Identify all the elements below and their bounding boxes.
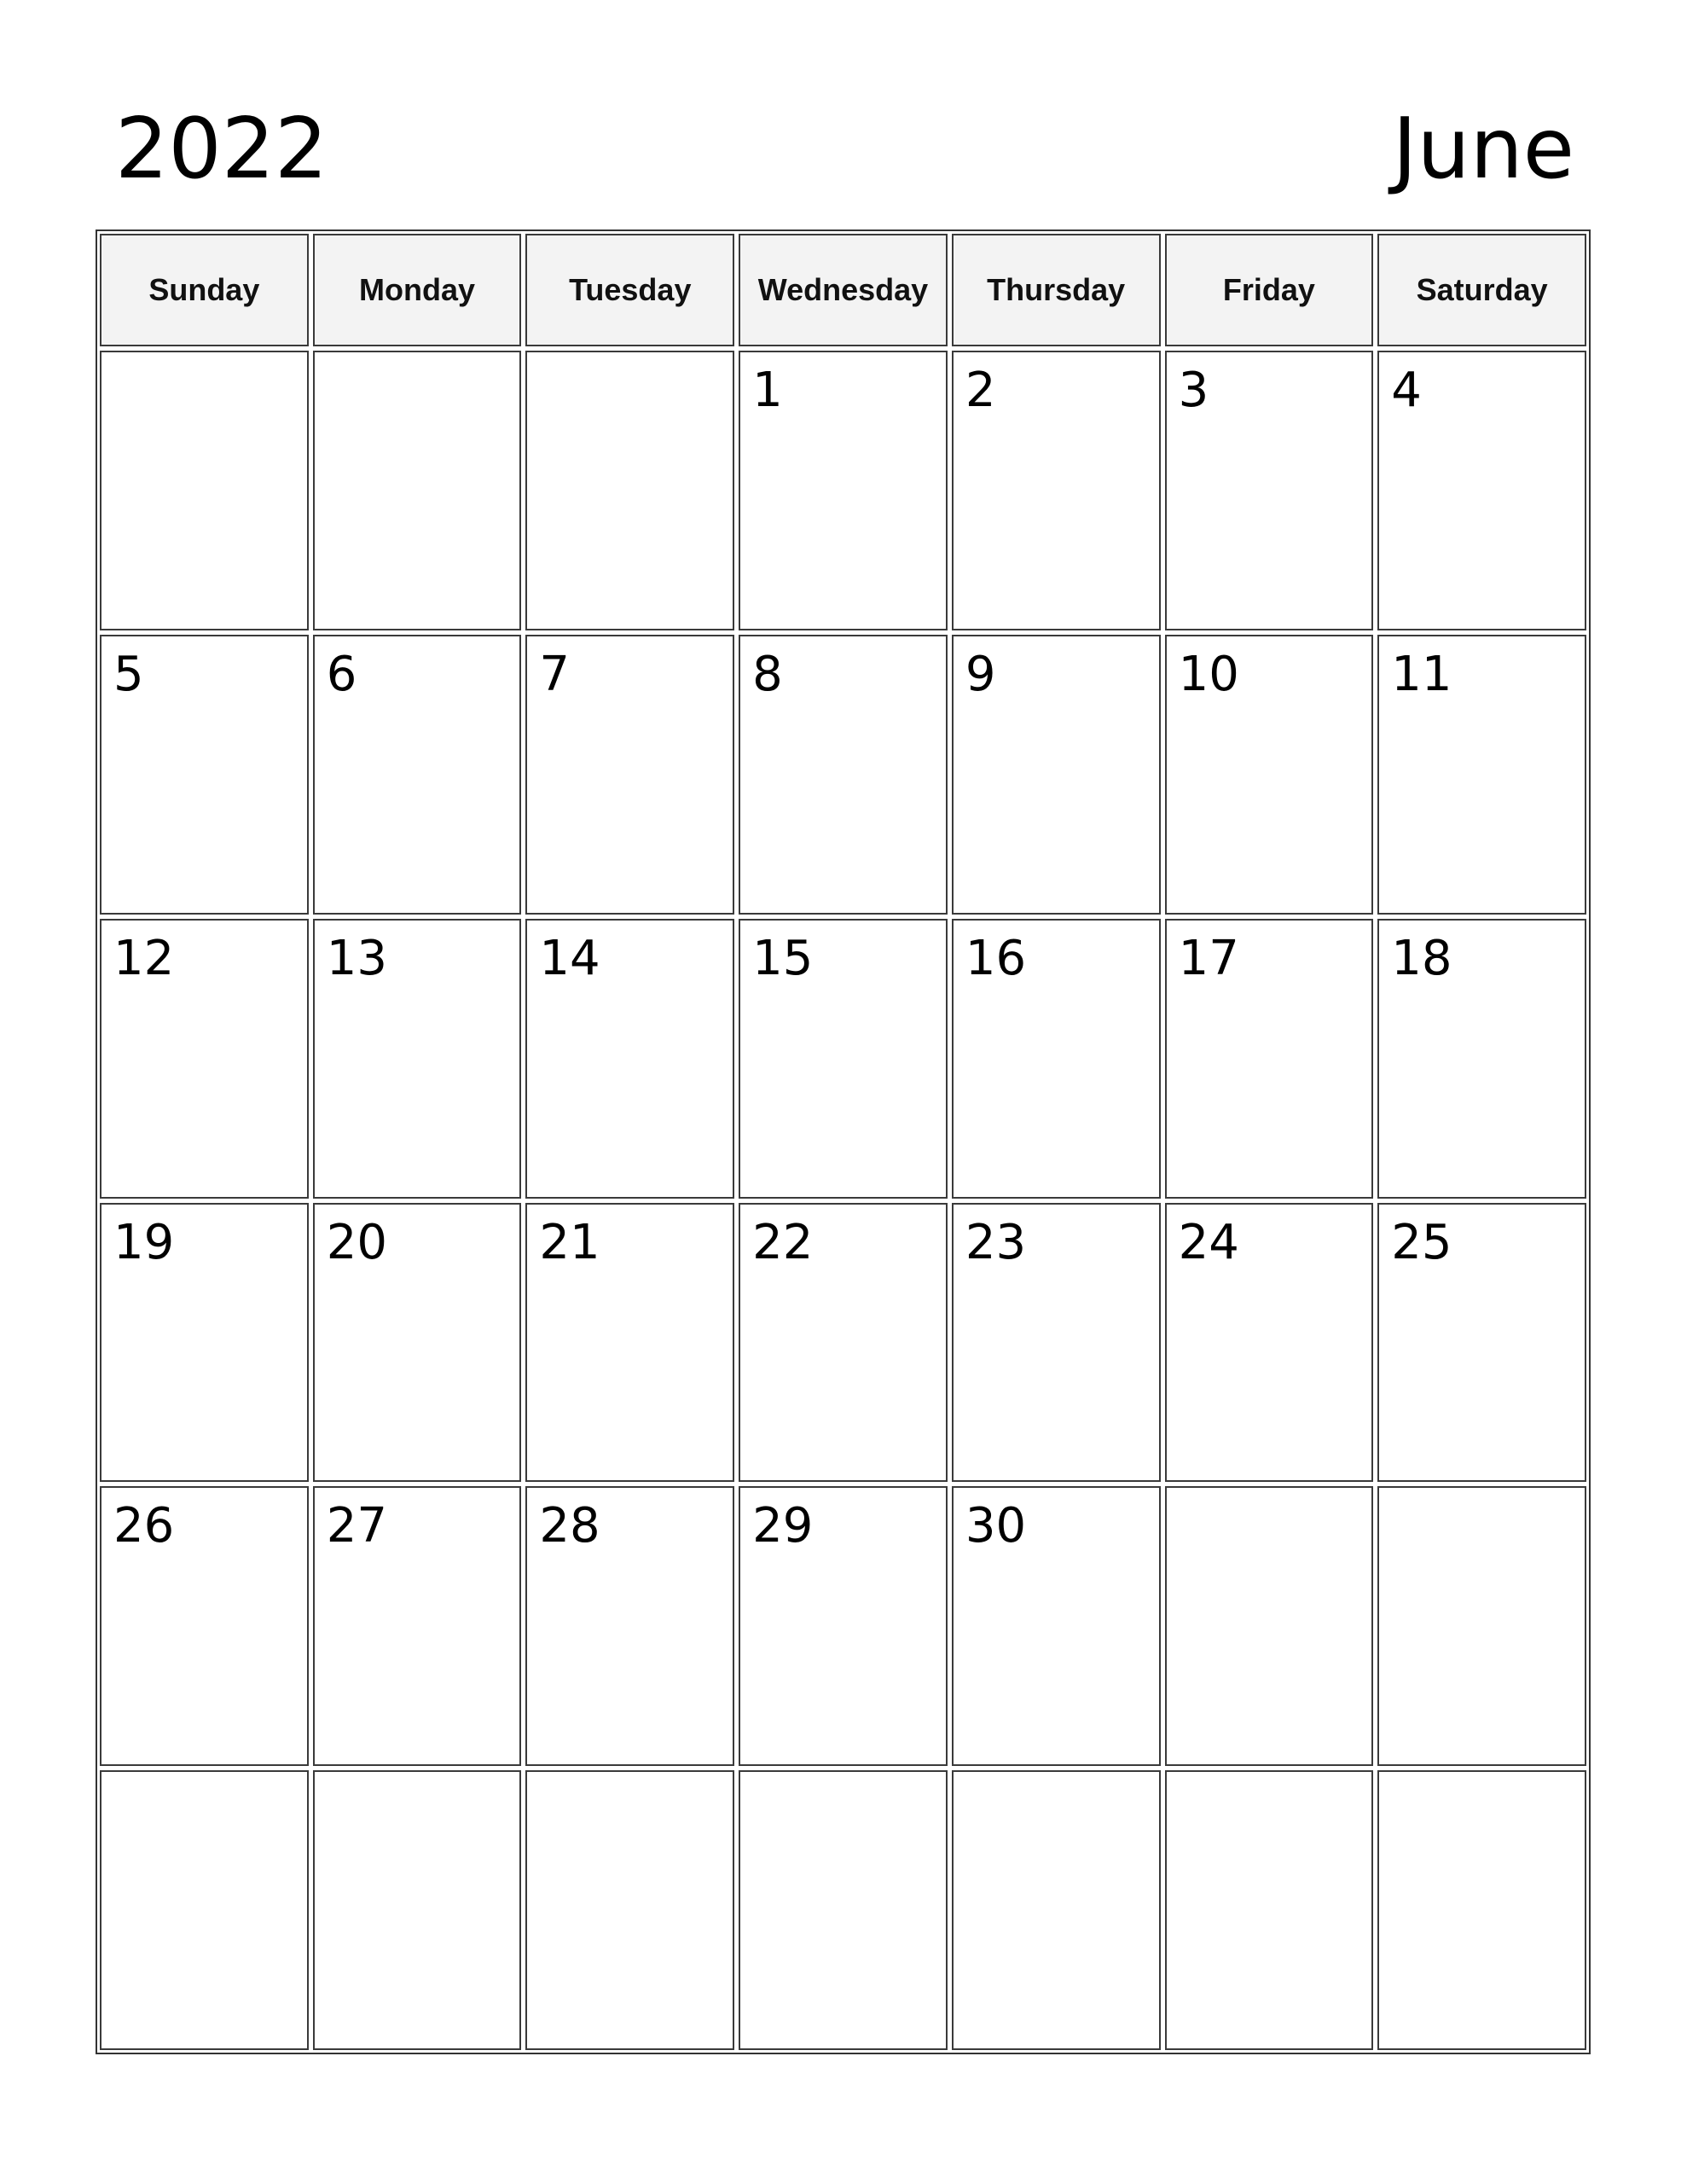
day-number: 12	[113, 930, 175, 986]
day-cell[interactable]	[100, 1770, 309, 2050]
weekday-label: Wednesday	[757, 272, 929, 307]
day-cell[interactable]	[1377, 1203, 1586, 1483]
day-cell[interactable]	[1165, 635, 1374, 915]
day-number: 11	[1391, 646, 1452, 702]
day-number: 14	[539, 930, 600, 986]
day-number: 28	[539, 1498, 600, 1554]
day-cell[interactable]	[952, 1203, 1161, 1483]
weekday-label: Monday	[359, 272, 476, 307]
day-number: 20	[326, 1214, 387, 1270]
day-number: 19	[113, 1214, 175, 1270]
day-number: 3	[1178, 363, 1209, 418]
day-cell[interactable]	[1165, 1203, 1374, 1483]
day-cell[interactable]	[525, 351, 734, 630]
weekday-header-saturday	[1377, 234, 1586, 346]
day-cell[interactable]	[952, 351, 1161, 630]
day-number: 13	[326, 930, 387, 986]
day-cell[interactable]	[739, 919, 948, 1199]
weekday-header-sunday	[100, 234, 309, 346]
day-cell[interactable]	[100, 1203, 309, 1483]
day-cell[interactable]	[525, 1203, 734, 1483]
day-number: 8	[752, 646, 783, 702]
weekday-header-thursday	[952, 234, 1161, 346]
day-cell[interactable]	[313, 635, 522, 915]
day-number: 27	[326, 1498, 387, 1554]
weekday-header-wednesday	[739, 234, 948, 346]
weekday-label: Sunday	[148, 272, 260, 307]
day-cell[interactable]	[525, 1486, 734, 1766]
day-cell[interactable]	[739, 1203, 948, 1483]
day-number: 4	[1391, 363, 1422, 418]
day-number: 18	[1391, 930, 1452, 986]
weekday-header-monday	[313, 234, 522, 346]
weekday-header-tuesday	[525, 234, 734, 346]
day-cell[interactable]	[1377, 351, 1586, 630]
day-cell[interactable]	[100, 919, 309, 1199]
day-cell[interactable]	[739, 1770, 948, 2050]
day-cell[interactable]	[952, 635, 1161, 915]
day-number: 25	[1391, 1214, 1452, 1270]
day-number: 24	[1178, 1214, 1239, 1270]
day-cell[interactable]	[952, 1486, 1161, 1766]
day-number: 9	[965, 646, 996, 702]
weekday-label: Thursday	[987, 272, 1126, 307]
day-number: 7	[539, 646, 571, 702]
day-cell[interactable]	[739, 351, 948, 630]
day-cell[interactable]	[952, 919, 1161, 1199]
day-cell[interactable]	[1377, 1770, 1586, 2050]
day-number: 23	[965, 1214, 1027, 1270]
day-cell[interactable]	[739, 635, 948, 915]
day-cell[interactable]	[313, 919, 522, 1199]
day-cell[interactable]	[313, 1486, 522, 1766]
day-cell[interactable]	[313, 1770, 522, 2050]
day-cell[interactable]	[1377, 919, 1586, 1199]
weekday-header-friday	[1165, 234, 1374, 346]
day-cell[interactable]	[1165, 1486, 1374, 1766]
day-number: 30	[965, 1498, 1027, 1554]
day-cell[interactable]	[313, 351, 522, 630]
day-number: 2	[965, 363, 996, 418]
day-cell[interactable]	[525, 635, 734, 915]
calendar-month: June	[1392, 101, 1574, 198]
day-number: 5	[113, 646, 144, 702]
weekday-label: Friday	[1222, 272, 1315, 307]
day-number: 1	[752, 363, 783, 418]
day-number: 26	[113, 1498, 175, 1554]
day-cell[interactable]	[100, 1486, 309, 1766]
day-cell[interactable]	[100, 635, 309, 915]
day-cell[interactable]	[1377, 635, 1586, 915]
day-cell[interactable]	[1377, 1486, 1586, 1766]
day-number: 6	[326, 646, 357, 702]
day-cell[interactable]	[1165, 919, 1374, 1199]
weekday-label: Tuesday	[569, 272, 692, 307]
day-cell[interactable]	[952, 1770, 1161, 2050]
day-cell[interactable]	[739, 1486, 948, 1766]
weekday-label: Saturday	[1416, 272, 1548, 307]
day-cell[interactable]	[313, 1203, 522, 1483]
day-number: 21	[539, 1214, 600, 1270]
day-number: 10	[1178, 646, 1239, 702]
day-cell[interactable]	[525, 919, 734, 1199]
day-cell[interactable]	[525, 1770, 734, 2050]
day-number: 29	[752, 1498, 814, 1554]
day-number: 16	[965, 930, 1027, 986]
day-cell[interactable]	[100, 351, 309, 630]
month-grid	[96, 229, 1591, 2054]
day-cell[interactable]	[1165, 351, 1374, 630]
day-cell[interactable]	[1165, 1770, 1374, 2050]
day-number: 17	[1178, 930, 1239, 986]
day-number: 22	[752, 1214, 814, 1270]
day-number: 15	[752, 930, 814, 986]
calendar-year: 2022	[115, 101, 328, 198]
